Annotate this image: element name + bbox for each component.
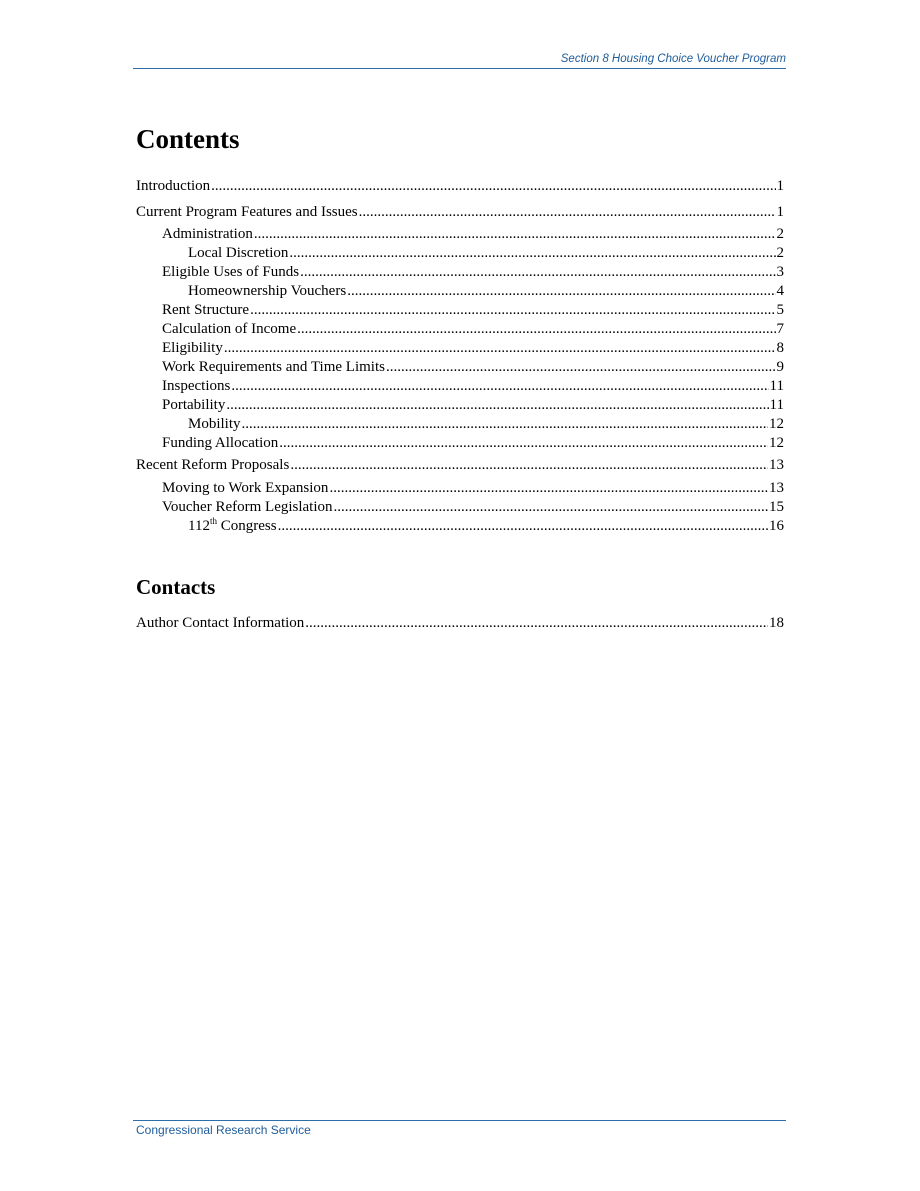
toc-leader	[231, 377, 768, 396]
toc-entry-title: Rent Structure	[162, 302, 250, 318]
toc-leader	[300, 263, 775, 282]
toc-entry-112th-congress[interactable]	[136, 517, 784, 536]
toc-entry-page: 4	[776, 283, 784, 299]
toc-entry-title: Introduction	[136, 178, 211, 194]
toc-entry-title: Current Program Features and Issues	[136, 204, 358, 220]
toc-entry-title: Voucher Reform Legislation	[162, 499, 333, 515]
toc-entry-title: Inspections	[162, 378, 231, 394]
toc-entry-title: Calculation of Income	[162, 321, 297, 337]
toc-entry-author-contact-information[interactable]	[136, 614, 784, 633]
contents-heading: Contents	[136, 124, 240, 154]
toc-entry-work-requirements[interactable]	[136, 358, 784, 377]
toc-entry-title: Moving to Work Expansion	[162, 480, 329, 496]
toc-leader	[254, 225, 776, 244]
toc-entry-funding-allocation[interactable]	[136, 434, 784, 453]
toc-leader	[279, 434, 768, 453]
toc-entry-calculation-of-income[interactable]	[136, 320, 784, 339]
toc-entry-page: 2	[776, 226, 784, 242]
toc-entry-page: 12	[769, 416, 784, 432]
toc-entry-page: 8	[776, 340, 784, 356]
toc-entry-moving-to-work[interactable]	[136, 479, 784, 498]
toc-entry-title: Funding Allocation	[162, 435, 279, 451]
toc-entry-title: Author Contact Information	[136, 615, 305, 631]
toc-entry-page: 11	[769, 378, 784, 394]
toc-entry-page: 11	[769, 397, 784, 413]
toc-entry-page: 2	[776, 245, 784, 261]
toc-leader	[359, 203, 776, 222]
toc-entry-title: Administration	[162, 226, 253, 242]
toc-leader	[329, 479, 768, 498]
toc-entry-title: Local Discretion	[188, 245, 289, 261]
toc-entry-eligible-uses-of-funds[interactable]	[136, 263, 784, 282]
toc-leader	[226, 396, 768, 415]
toc-entry-inspections[interactable]	[136, 377, 784, 396]
toc-entry-portability[interactable]	[136, 396, 784, 415]
toc-entry-page: 5	[776, 302, 784, 318]
toc-leader	[250, 301, 775, 320]
header-rule	[133, 68, 786, 69]
toc-entry-eligibility[interactable]	[136, 339, 784, 358]
toc-entry-page: 3	[776, 264, 784, 280]
toc-leader	[224, 339, 776, 358]
toc-entry-rent-structure[interactable]	[136, 301, 784, 320]
toc-entry-page: 9	[776, 359, 784, 375]
running-header: Section 8 Housing Choice Voucher Program	[560, 53, 786, 65]
contacts-heading: Contacts	[136, 575, 216, 599]
toc-entry-page: 1	[776, 204, 784, 220]
toc-entry-title: Portability	[162, 397, 226, 413]
toc-entry-administration[interactable]	[136, 225, 784, 244]
toc-entry-page: 16	[769, 518, 784, 534]
toc-entry-title: Recent Reform Proposals	[136, 457, 290, 473]
toc-entry-title: Eligible Uses of Funds	[162, 264, 300, 280]
toc-entry-page: 7	[776, 321, 784, 337]
toc-entry-title: Eligibility	[162, 340, 223, 356]
toc-leader	[242, 415, 768, 434]
toc-leader	[386, 358, 776, 377]
toc-entry-page: 12	[769, 435, 784, 451]
toc-entry-page: 13	[769, 457, 784, 473]
footer-rule	[133, 1120, 786, 1121]
toc-leader	[297, 320, 775, 339]
toc-entry-recent-reform-proposals[interactable]	[136, 456, 784, 475]
toc-entry-title: Homeownership Vouchers	[188, 283, 347, 299]
toc-entry-title: 112th Congress	[188, 516, 277, 534]
toc-entry-introduction[interactable]	[136, 177, 784, 196]
toc-entry-local-discretion[interactable]	[136, 244, 784, 263]
footer-org: Congressional Research Service	[136, 1123, 311, 1137]
toc-entry-page: 13	[769, 480, 784, 496]
toc-leader	[211, 177, 775, 196]
toc-leader	[289, 244, 775, 263]
toc-entry-voucher-reform-legislation[interactable]	[136, 498, 784, 517]
toc-entry-title: Work Requirements and Time Limits	[162, 359, 385, 375]
toc-leader	[278, 517, 768, 536]
toc-entry-page: 18	[769, 615, 784, 631]
toc-leader	[334, 498, 768, 517]
toc-entry-homeownership-vouchers[interactable]	[136, 282, 784, 301]
toc-entry-title: Mobility	[188, 416, 241, 432]
toc-entry-current-program-features[interactable]	[136, 203, 784, 222]
toc-leader	[290, 456, 768, 475]
toc-entry-page: 15	[769, 499, 784, 515]
toc-leader	[347, 282, 775, 301]
toc-leader	[305, 614, 768, 633]
toc-entry-mobility[interactable]	[136, 415, 784, 434]
toc-entry-page: 1	[776, 178, 784, 194]
